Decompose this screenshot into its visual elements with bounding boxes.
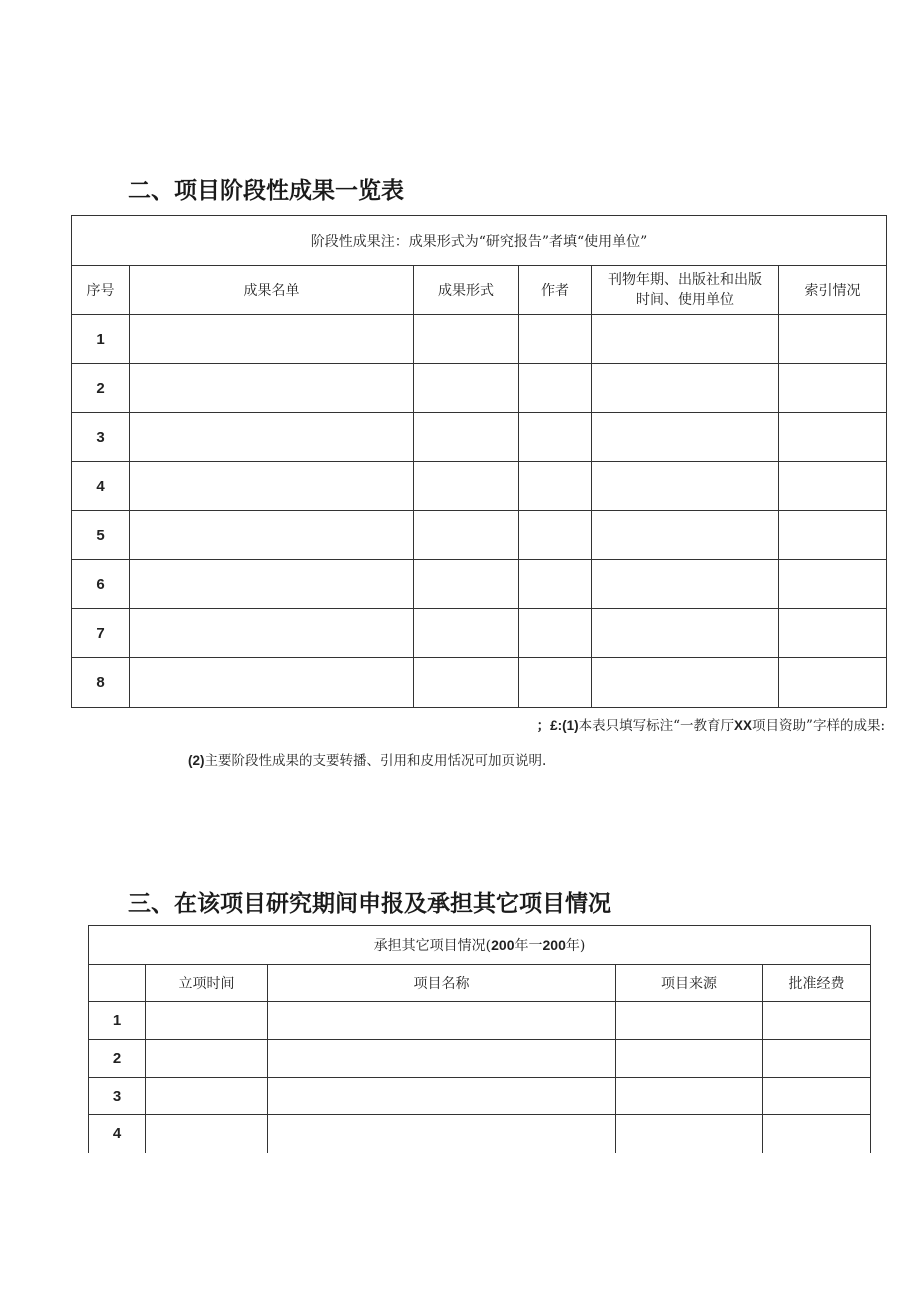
row-number: 7 bbox=[72, 609, 130, 658]
row-number: 1 bbox=[89, 1002, 146, 1040]
cell-result-form[interactable] bbox=[414, 609, 519, 658]
table-header-row bbox=[72, 266, 887, 315]
cell-approved-funds[interactable] bbox=[763, 1002, 871, 1040]
row-number: 3 bbox=[89, 1078, 146, 1115]
cell-result-form[interactable] bbox=[414, 511, 519, 560]
cell-project-name[interactable] bbox=[268, 1078, 616, 1115]
cell-result-name[interactable] bbox=[130, 315, 414, 364]
cell-approved-funds[interactable] bbox=[763, 1040, 871, 1078]
table-row bbox=[72, 462, 887, 511]
row-number: 3 bbox=[72, 413, 130, 462]
note2-mark: (2) bbox=[188, 753, 205, 768]
stage-results-table bbox=[71, 215, 887, 708]
cell-publication[interactable] bbox=[592, 511, 779, 560]
cell-approval-time[interactable] bbox=[146, 1040, 268, 1078]
cell-approval-time[interactable] bbox=[146, 1002, 268, 1040]
table-row bbox=[72, 315, 887, 364]
cell-author[interactable] bbox=[519, 462, 592, 511]
header-publication-line2: 时间、使用单位 bbox=[636, 292, 734, 308]
cell-result-name[interactable] bbox=[130, 609, 414, 658]
table-row bbox=[72, 413, 887, 462]
cell-result-name[interactable] bbox=[130, 560, 414, 609]
cell-approved-funds[interactable] bbox=[763, 1078, 871, 1115]
cell-author[interactable] bbox=[519, 658, 592, 708]
note2-text: 主要阶段性成果的支要转播、引用和皮用恬况可加页说明. bbox=[204, 753, 547, 769]
cell-project-source[interactable] bbox=[616, 1002, 763, 1040]
table-row bbox=[89, 1002, 871, 1040]
header-index: 序号 bbox=[72, 266, 130, 315]
caption-year-end: 200 bbox=[542, 937, 566, 953]
header-project-source: 项目来源 bbox=[616, 965, 763, 1002]
cell-publication[interactable] bbox=[592, 315, 779, 364]
caption-post: 年) bbox=[565, 938, 586, 954]
header-result-name: 成果名单 bbox=[130, 266, 414, 315]
cell-index-status[interactable] bbox=[779, 364, 887, 413]
row-number: 5 bbox=[72, 511, 130, 560]
cell-publication[interactable] bbox=[592, 560, 779, 609]
cell-index-status[interactable] bbox=[779, 609, 887, 658]
cell-result-name[interactable] bbox=[130, 462, 414, 511]
cell-result-form[interactable] bbox=[414, 462, 519, 511]
cell-result-form[interactable] bbox=[414, 413, 519, 462]
table-row bbox=[72, 364, 887, 413]
caption-pre: 承担其它项目情况( bbox=[373, 938, 492, 954]
table-note-2 bbox=[188, 749, 546, 769]
cell-result-form[interactable] bbox=[414, 315, 519, 364]
row-number: 2 bbox=[89, 1040, 146, 1078]
table-row bbox=[89, 1078, 871, 1115]
cell-author[interactable] bbox=[519, 413, 592, 462]
section3-title: 三、在该项目研究期间申报及承担其它项目情况 bbox=[128, 891, 611, 917]
cell-result-form[interactable] bbox=[414, 560, 519, 609]
cell-project-source[interactable] bbox=[616, 1078, 763, 1115]
cell-author[interactable] bbox=[519, 511, 592, 560]
table-header-row bbox=[89, 965, 871, 1002]
cell-index-status[interactable] bbox=[779, 315, 887, 364]
cell-author[interactable] bbox=[519, 364, 592, 413]
table-caption: 阶段性成果注：成果形式为“研究报告”者填“使用单位” bbox=[72, 216, 887, 266]
table-row bbox=[72, 658, 887, 708]
other-projects-table bbox=[88, 925, 871, 1153]
cell-approved-funds[interactable] bbox=[763, 1115, 871, 1153]
row-number: 8 bbox=[72, 658, 130, 708]
row-number: 6 bbox=[72, 560, 130, 609]
note1-text-pre: 本表只填写标注“一教育厅 bbox=[578, 718, 735, 734]
header-approved-funds: 批准经费 bbox=[763, 965, 871, 1002]
table-row bbox=[72, 609, 887, 658]
cell-publication[interactable] bbox=[592, 609, 779, 658]
note1-mark: ；£:(1) bbox=[536, 718, 579, 733]
note1-text-post: 项目资助”字样的成果: bbox=[752, 718, 885, 734]
header-publication bbox=[592, 266, 779, 315]
table-row bbox=[72, 511, 887, 560]
cell-result-form[interactable] bbox=[414, 364, 519, 413]
caption-year-start: 200 bbox=[491, 937, 515, 953]
cell-author[interactable] bbox=[519, 609, 592, 658]
caption-mid: 年一 bbox=[514, 938, 543, 954]
table-row bbox=[89, 1040, 871, 1078]
header-approval-time: 立项时间 bbox=[146, 965, 268, 1002]
row-number: 2 bbox=[72, 364, 130, 413]
cell-publication[interactable] bbox=[592, 658, 779, 708]
cell-publication[interactable] bbox=[592, 364, 779, 413]
cell-author[interactable] bbox=[519, 315, 592, 364]
cell-index-status[interactable] bbox=[779, 511, 887, 560]
cell-index-status[interactable] bbox=[779, 462, 887, 511]
cell-project-name[interactable] bbox=[268, 1002, 616, 1040]
cell-project-source[interactable] bbox=[616, 1115, 763, 1153]
cell-publication[interactable] bbox=[592, 462, 779, 511]
cell-result-form[interactable] bbox=[414, 658, 519, 708]
cell-publication[interactable] bbox=[592, 413, 779, 462]
row-number: 4 bbox=[89, 1115, 146, 1153]
row-number: 4 bbox=[72, 462, 130, 511]
section2-title: 二、项目阶段性成果一览表 bbox=[128, 178, 404, 204]
header-publication-line1: 刊物年期、出版社和出版 bbox=[608, 272, 762, 288]
cell-project-name[interactable] bbox=[268, 1040, 616, 1078]
cell-result-name[interactable] bbox=[130, 413, 414, 462]
cell-approval-time[interactable] bbox=[146, 1078, 268, 1115]
table-caption bbox=[89, 926, 871, 965]
table-row bbox=[89, 1115, 871, 1153]
row-number: 1 bbox=[72, 315, 130, 364]
cell-index-status[interactable] bbox=[779, 413, 887, 462]
table-note-1 bbox=[537, 714, 885, 734]
header-project-name: 项目名称 bbox=[268, 965, 616, 1002]
cell-result-name[interactable] bbox=[130, 658, 414, 708]
header-index bbox=[89, 965, 146, 1002]
note1-text-bold: XX bbox=[734, 718, 753, 733]
cell-index-status[interactable] bbox=[779, 658, 887, 708]
header-result-form: 成果形式 bbox=[414, 266, 519, 315]
table-row bbox=[72, 560, 887, 609]
header-index-status: 索引情况 bbox=[779, 266, 887, 315]
cell-index-status[interactable] bbox=[779, 560, 887, 609]
cell-project-name[interactable] bbox=[268, 1115, 616, 1153]
header-author: 作者 bbox=[519, 266, 592, 315]
cell-result-name[interactable] bbox=[130, 364, 414, 413]
cell-author[interactable] bbox=[519, 560, 592, 609]
cell-project-source[interactable] bbox=[616, 1040, 763, 1078]
cell-result-name[interactable] bbox=[130, 511, 414, 560]
cell-approval-time[interactable] bbox=[146, 1115, 268, 1153]
